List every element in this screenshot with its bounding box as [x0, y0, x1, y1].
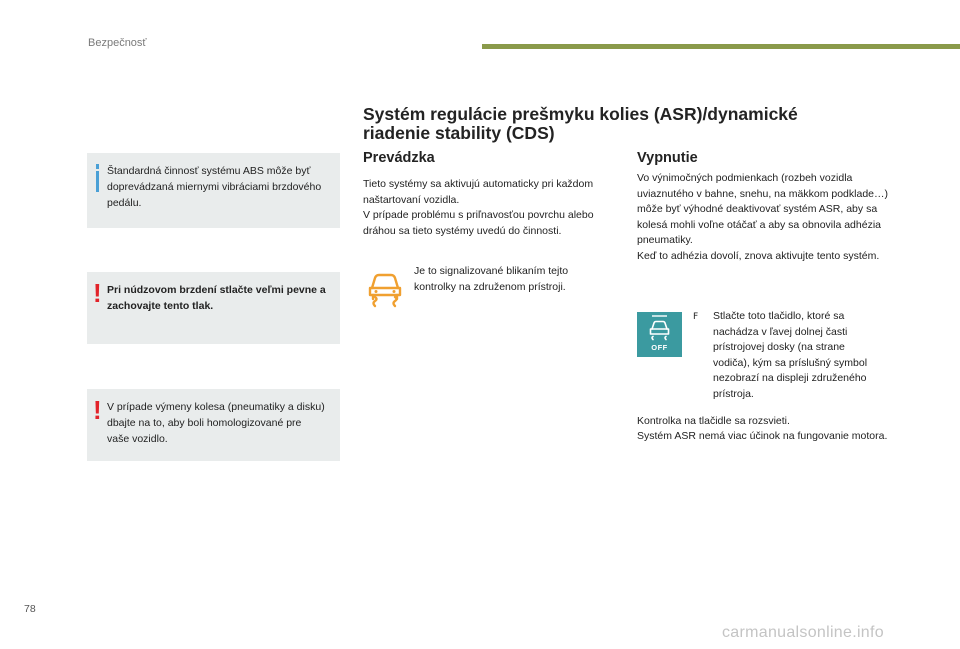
esp-warning-light-icon: [366, 270, 404, 308]
warning-icon: !: [93, 395, 102, 425]
off-label: OFF: [651, 343, 668, 352]
header-accent-bar: [482, 44, 960, 49]
right-paragraph-4: Systém ASR nemá viac účinok na fungovanie motora.: [637, 430, 888, 442]
esp-off-button-icon: [637, 312, 682, 357]
left-paragraph-1: Tieto systémy sa aktivujú automaticky pri každom naštartovaní vozidla.: [363, 178, 594, 206]
section-title: Bezpečnosť: [88, 37, 147, 49]
info-icon: [96, 164, 99, 192]
warning-note-braking-text: Pri núdzovom brzdení stlačte veľmi pevne a zachovajte tento tlak.: [107, 284, 326, 312]
warning-icon: !: [93, 278, 102, 308]
main-title-line2: riadenie stability (CDS): [363, 123, 555, 143]
right-paragraph-3: Kontrolka na tlačidle sa rozsvieti.: [637, 415, 790, 427]
heading-vypnutie: Vypnutie: [637, 150, 698, 166]
watermark: carmanualsonline.info: [722, 624, 884, 641]
warning-note-wheel: [87, 389, 340, 461]
right-bullet-text: Stlačte toto tlačidlo, ktoré sa nachádza v ľavej dolnej časti prístrojovej dosky (na strane vodiča), kým sa príslušný symbol nezobrazí na displeji združeného prístroja.: [713, 310, 868, 400]
info-note-text: Štandardná činnosť systému ABS môže byť doprevádzaná miernymi vibráciami brzdového pedálu.: [107, 165, 322, 209]
right-paragraph-2: Keď to adhézia dovolí, znova aktivujte tento systém.: [637, 250, 880, 262]
info-note: [87, 153, 340, 228]
main-title-line1: Systém regulácie prešmyku kolies (ASR)/dynamické: [363, 104, 798, 124]
main-title: [363, 105, 883, 143]
warning-note-wheel-text: V prípade výmeny kolesa (pneumatiky a disku) dbajte na to, aby boli homologizované pre vaše vozidlo.: [107, 401, 325, 445]
warning-note-braking: [87, 272, 340, 344]
esp-icon-description: Je to signalizované blikaním tejto kontrolky na združenom prístroji.: [414, 265, 569, 293]
right-paragraph-1: Vo výnimočných podmienkach (rozbeh vozidla uviaznutého v bahne, snehu, na mäkkom podklade…) môže byť výhodné deaktivovať systém ASR, aby sa kolesá mohli voľne otáčať a aby sa obnovila adhézia pneumatiky.: [637, 172, 888, 246]
page-number: 78: [24, 603, 36, 615]
left-paragraph-2: V prípade problému s priľnavosťou povrchu alebo dráhou sa tieto systémy uvedú do činnosti.: [363, 209, 594, 237]
bullet-symbol: F: [693, 312, 699, 322]
heading-prevadzka: Prevádzka: [363, 150, 435, 166]
